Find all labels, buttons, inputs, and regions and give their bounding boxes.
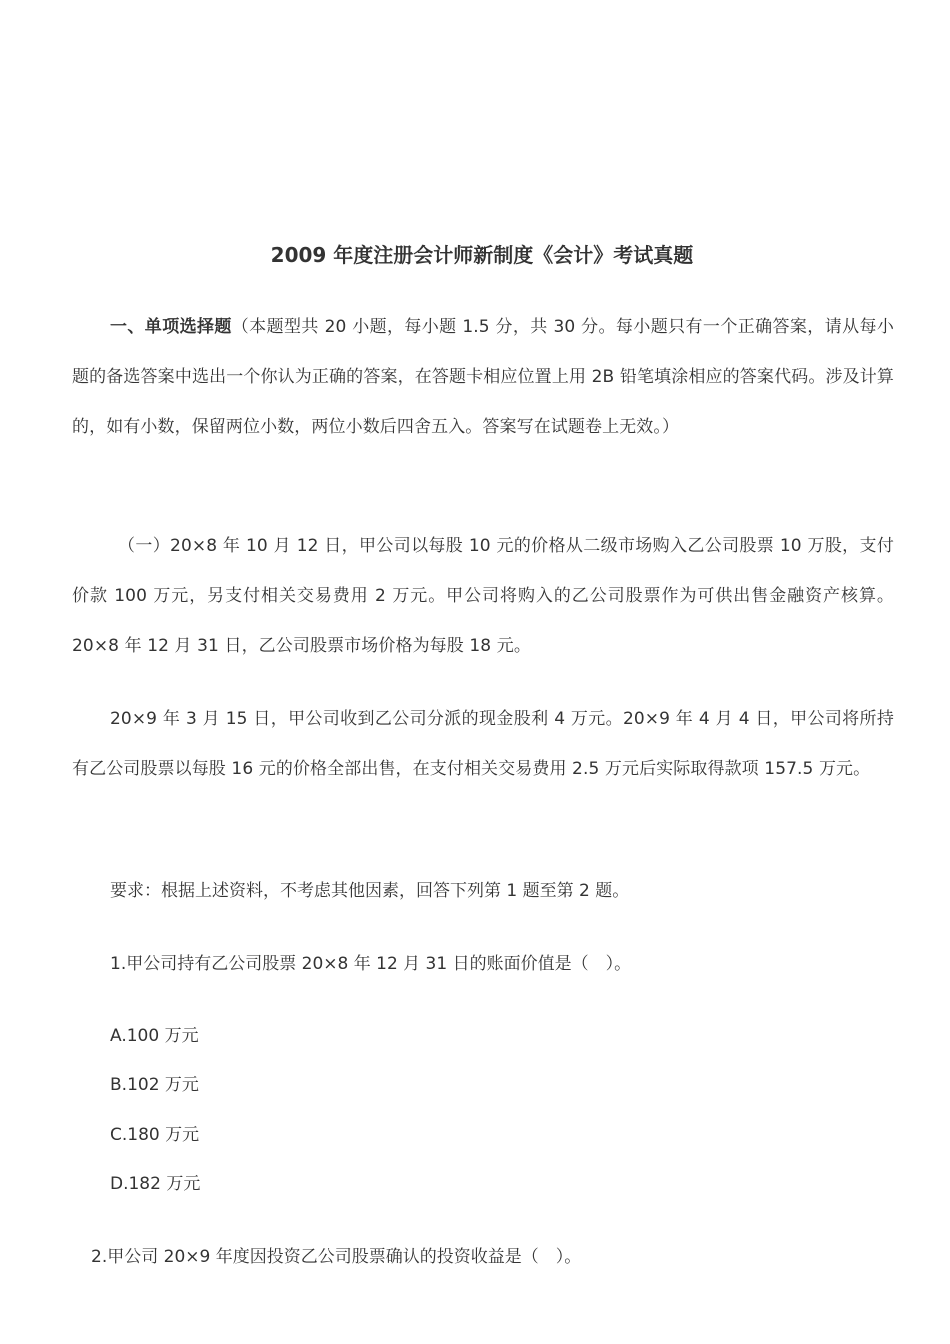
page-title: 2009 年度注册会计师新制度《会计》考试真题 bbox=[270, 243, 694, 267]
question-1-option-b: B.102 万元 bbox=[110, 1075, 199, 1095]
case-paragraph-2: 20×9 年 3 月 15 日，甲公司收到乙公司分派的现金股利 4 万元。20×9 年 4 月 4 日，甲公司将所持有乙公司股票以每股 16 元的价格全部出售，在支付相关交易费用 2.5 万元后实际取得款项 157.5 万元。 bbox=[72, 709, 894, 779]
question-2-stem: 2.甲公司 20×9 年度因投资乙公司股票确认的投资收益是（ ）。 bbox=[91, 1247, 582, 1267]
question-1-option-d: D.182 万元 bbox=[110, 1174, 201, 1194]
case-paragraph-1: （一）20×8 年 10 月 12 日，甲公司以每股 10 元的价格从二级市场购入乙公司股票 10 万股，支付价款 100 万元，另支付相关交易费用 2 万元。甲公司将购入的乙公司股票作为可供出售金融资产核算。20×8 年 12 月 31 日，乙公司股票市场价格为每股 18 元。 bbox=[72, 536, 894, 656]
section-instructions bbox=[72, 302, 894, 452]
question-1-option-c: C.180 万元 bbox=[110, 1125, 200, 1145]
question-1-option-a: A.100 万元 bbox=[110, 1026, 199, 1046]
section-instructions-text: （本题型共 20 小题，每小题 1.5 分，共 30 分。每小题只有一个正确答案，请从每小题的备选答案中选出一个你认为正确的答案，在答题卡相应位置上用 2B 铅笔填涂相应的答案代码。涉及计算的，如有小数，保留两位小数，两位小数后四舍五入。答案写在试题卷上无效。） bbox=[72, 317, 894, 437]
requirement-text: 要求：根据上述资料，不考虑其他因素，回答下列第 1 题至第 2 题。 bbox=[110, 881, 630, 901]
question-1-stem: 1.甲公司持有乙公司股票 20×8 年 12 月 31 日的账面价值是（ ）。 bbox=[110, 954, 632, 974]
section-heading: 一、单项选择题 bbox=[110, 317, 232, 337]
